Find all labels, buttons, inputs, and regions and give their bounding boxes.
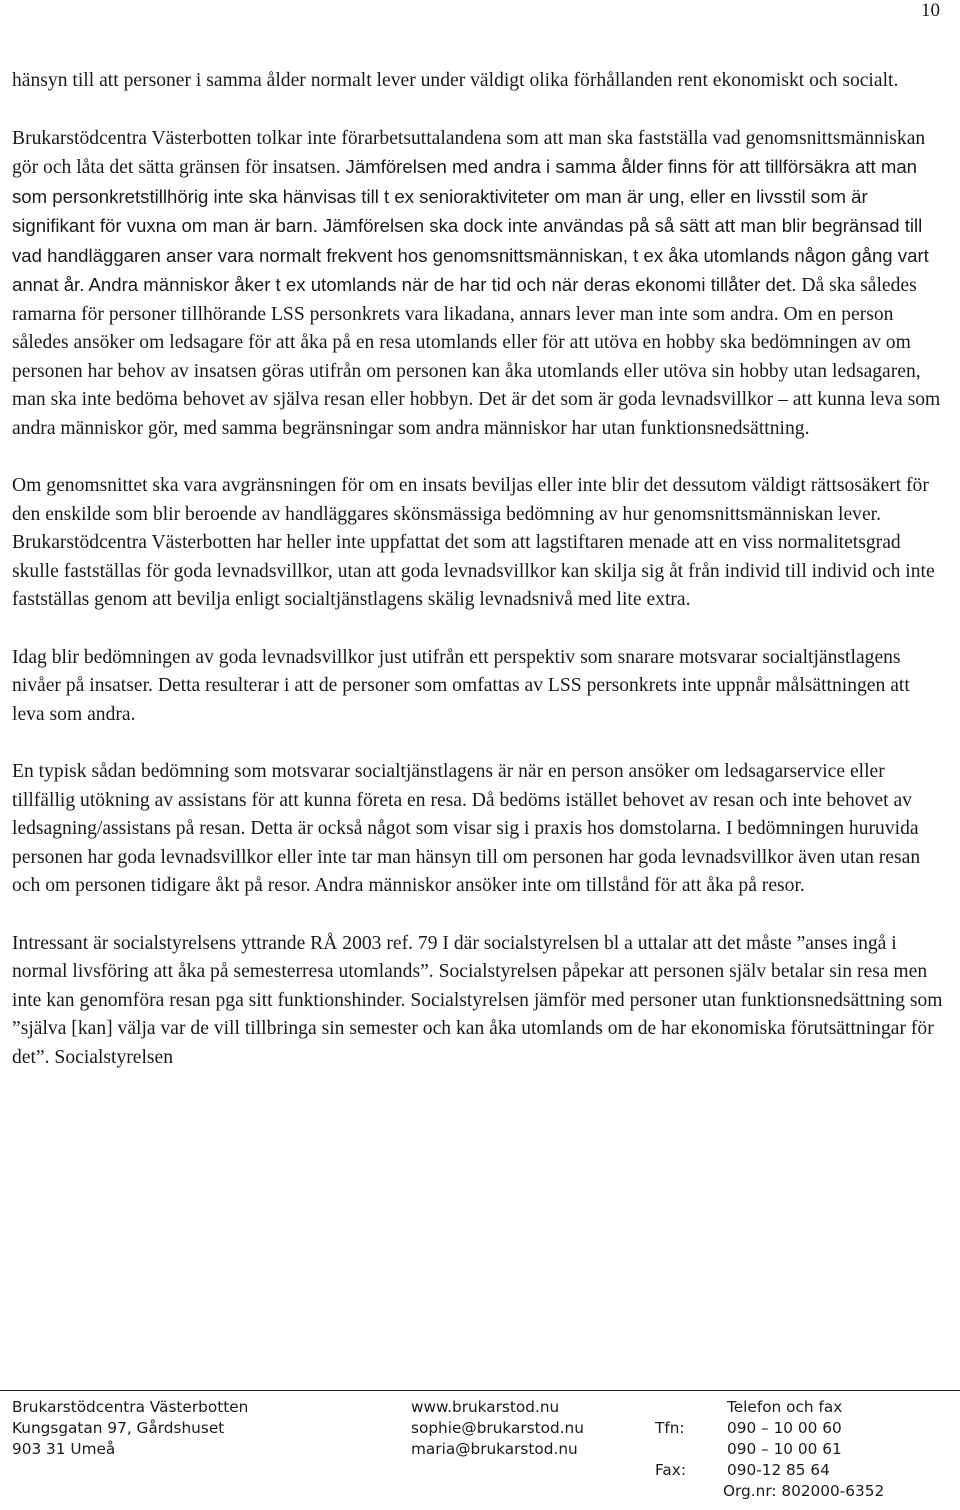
footer-fax-label: Fax: xyxy=(655,1461,686,1479)
paragraph-3-text: Om genomsnittet ska vara avgränsningen för om en insats beviljas eller inte blir det dessutom väldigt rättsosäkert för den enskilde som blir beroende av handläggares skönsmässiga bedömning av hur genomsnittsmänniskan lever. Brukarstödcentra Västerbotten har heller inte uppfattat det som att lagstiftaren menade att en viss normalitetsgrad skulle fastställas för goda levnadsvillkor, utan att goda levnadsvillkor kan skilja sig åt från individ till individ och inte fastställas genom att bevilja enligt socialtjänstlagens skälig levnadsnivå med lite extra. xyxy=(12,475,935,610)
paragraph-2-text-3: Jämförelsen ska dock inte användas på så sätt att man blir begränsad till vad handläggaren anser vara normalt frekvent hos genomsnittsmänniskan, t ex åka utomlands någon gång vart annat år. Andra människor åker t ex utomlands när de har tid och när deras ekonomi tillåter det. xyxy=(12,215,929,295)
paragraph-5 xyxy=(12,758,947,901)
paragraph-2-text-1: Brukarstödcentra Västerbotten tolkar inte förarbetsuttalandena som att man ska fastställa vad genomsnittsmänniskan gör och låta det sätta gränsen för insatsen. xyxy=(12,127,926,178)
footer-spacer xyxy=(655,1439,721,1460)
paragraph-6-text: Intressant är socialstyrelsens yttrande RÅ 2003 ref. 79 I där socialstyrelsen bl a uttalar att det måste ”anses ingå i normal livsföring att åka på semesterresa utomlands”. Socialstyrelsen påpekar att personen själv betalar sin resa men inte kan genomföra resan pga sitt funktionshinder. Socialstyrelsen jämför med personer utan funktionsnedsättning som ”själva [kan] välja var de vill tillbringa sin semester och kan åka utomlands om de har ekonomiska förutsättningar för det”. Socialstyrelsen xyxy=(12,932,943,1068)
footer-address-block xyxy=(12,1397,248,1460)
document-body xyxy=(12,67,947,1101)
paragraph-2 xyxy=(12,125,947,444)
footer-org-name: Brukarstödcentra Västerbotten xyxy=(12,1398,249,1416)
footer-street: Kungsgatan 97, Gårdshuset xyxy=(12,1419,225,1437)
footer-fax-number: 090-12 85 64 xyxy=(727,1461,830,1479)
footer-tfn-label: Tfn: xyxy=(655,1419,685,1437)
footer-contact-block xyxy=(411,1397,584,1460)
paragraph-6 xyxy=(12,930,947,1073)
footer-phone-1: 090 – 10 00 60 xyxy=(727,1419,842,1437)
footer-postal: 903 31 Umeå xyxy=(12,1440,116,1458)
paragraph-4-text: Idag blir bedömningen av goda levnadsvillkor just utifrån ett perspektiv som snarare motsvarar socialtjänstlagens nivåer på insatser. Detta resulterar i att de personer som omfattas av LSS personkrets inte uppnår målsättningen att leva som andra. xyxy=(12,646,910,725)
footer-email-maria-link[interactable]: maria@brukarstod.nu xyxy=(411,1440,578,1458)
paragraph-2-text-4: Då ska således ramarna för personer tillhörande LSS personkrets vara likadana, annars lever man inte som andra. xyxy=(12,275,917,325)
footer-phone-heading: Telefon och fax xyxy=(727,1398,843,1416)
paragraph-3 xyxy=(12,472,947,615)
footer-phone-labels xyxy=(655,1418,721,1481)
footer-website-link[interactable]: www.brukarstod.nu xyxy=(411,1398,560,1416)
page-number: 10 xyxy=(921,0,940,21)
paragraph-2-text-5: Om en person således ansöker om ledsagare för att åka på en resa utomlands eller för att utöva en hobby ska bedömningen av om personen har behov av insatsen göras utifrån om personen kan åka utomlands eller utöva sin hobby utan ledsagaren, man ska inte bedöma behovet av själva resan eller hobbyn. Det är det som är goda levnadsvillkor – att kunna leva som andra människor gör, med samma begränsningar som andra människor har utan funktionsnedsättning. xyxy=(12,303,941,439)
footer-email-sophie-link[interactable]: sophie@brukarstod.nu xyxy=(411,1419,584,1437)
footer-phone-2: 090 – 10 00 61 xyxy=(727,1440,842,1458)
paragraph-5-text: En typisk sådan bedömning som motsvarar socialtjänstlagens är när en person ansöker om ledsagarservice eller tillfällig utökning av assistans för att kunna företa en resa. Då bedöms istället behovet av resan och inte behovet av ledsagning/assistans på resan. Detta är också något som visar sig i praxis hos domstolarna. I bedömningen huruvida personen har goda levnadsvillkor eller inte tar man hänsyn till om personen har goda levnadsvillkor även utan resan och om personen tidigare åkt på resor. Andra människor ansöker inte om tillstånd för att åka på resor. xyxy=(12,761,921,896)
paragraph-1-text: hänsyn till att personer i samma ålder normalt lever under väldigt olika förhållanden rent ekonomiskt och socialt. xyxy=(12,70,899,91)
paragraph-2-text-2: Jämförelsen med andra i samma ålder finns för att tillförsäkra att man som personkretstillhörig inte ska hänvisas till t ex senioraktiviteter om man är ung, eller en livsstil som är signifikant för vuxna om man är barn. xyxy=(12,156,918,236)
footer xyxy=(0,1390,960,1510)
footer-phone-block xyxy=(723,1397,885,1502)
paragraph-4 xyxy=(12,644,947,730)
footer-org-number: Org.nr: 802000-6352 xyxy=(723,1482,885,1500)
paragraph-1 xyxy=(12,67,947,96)
